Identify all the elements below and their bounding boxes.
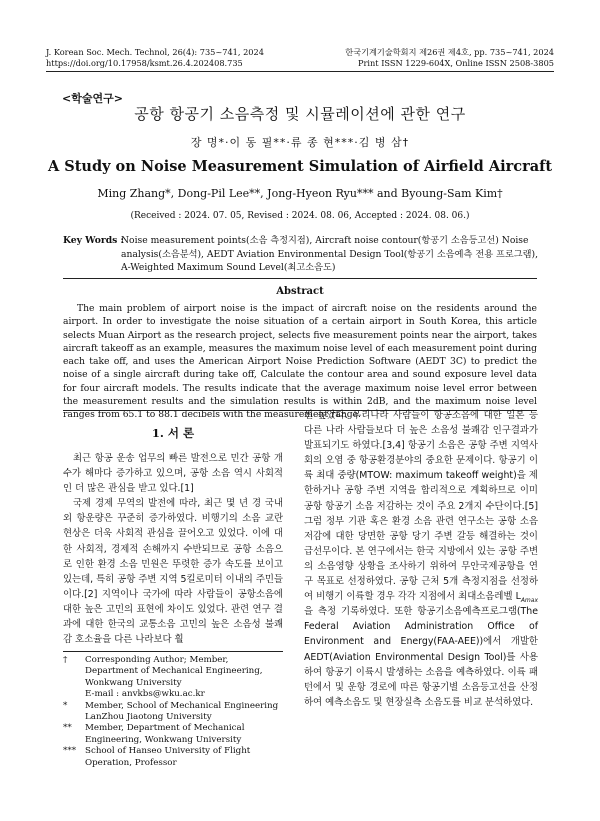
header-divider (46, 71, 554, 72)
footnote-item (63, 689, 283, 700)
footnote-mark (63, 689, 85, 700)
right-column (304, 408, 538, 710)
issn-line: Print ISSN 1229-604X, Online ISSN 2508-3805 (357, 58, 554, 68)
keywords-label: Key Words : (63, 235, 124, 246)
footnote-item (63, 723, 283, 746)
footnote-text: Member, School of Mechanical Engineering LanZhou Jiaotong University (85, 700, 279, 723)
footnote-item (63, 746, 283, 769)
footnote-divider (63, 651, 283, 652)
keywords-block (63, 234, 539, 275)
footnote-mark: *** (63, 746, 77, 757)
article-type-label: <학술연구> (62, 92, 123, 105)
abstract-text: The main problem of airport noise is the impact of aircraft noise on the residents around the airport. In order to investigate the noise situation of a certain airport in South Korea, this article selects Muan Airport as the research project, selects five measurement points near the airport, takes aircraft takeoff as an example, measures the maximum noise level of each measurement point during each take off, and uses the American Airport Noise Prediction Software (AEDT 3C) to predict the noise of a single aircraft during take off, Calculate the contour area and sound exposure level data for four aircraft models. The results indicate that the average maximum noise level error between the measurement results and the simulation results is within 2dB, and the maximum noise level ranges from 65.1 to 88.1 decibels with the measurement range. (63, 303, 537, 421)
intro-paragraph-1: 최근 항공 운송 업무의 빠른 발전으로 민간 공항 개수가 해마다 증가하고 있으며, 공항 소음 역시 사회적인 더 많은 관심을 받고 있다.[1] (63, 453, 283, 495)
english-title: A Study on Noise Measurement Simulation of Airfield Aircraft (47, 158, 553, 175)
section-heading: 1. 서 론 (151, 426, 195, 440)
journal-issn (254, 47, 554, 69)
intro-paragraph-2: 국제 경제 무역의 발전에 따라, 최근 몇 년 경 국내외 항운량은 꾸준히 증가하였다. 비행기의 소음 교란 현상은 더욱 사회적 관심을 끌어오고 있었다. 이에 대한 사회적, 경제적 손해까지 수반되므로 공항 소음으로 인한 환경 소음 민원은 뚜렷한 증가 속도를 보이고 있는데, 특히 공항 주변 지역 5킬로미터 이내의 주민들이다.[2] 지역이나 국가에 따라 사람들이 공항소음에 대한 높은 고민의 표현에 차이도 있었다. 관련 연구 결과에 대한 한국의 교통소음 고민의 높은 소음성 불쾌감 호소율을 다른 나라보다 훨 (63, 498, 283, 646)
korean-title: 공항 항공기 소음측정 및 시뮬레이션에 관한 연구 (134, 105, 466, 123)
abstract-title: Abstract (276, 286, 324, 297)
footnote-text: Member, Department of Mechanical Engineering, Wonkwang University (85, 723, 245, 745)
intro-paragraph-3-text: 씬 높았다. 우리나라 사람들이 항공소음에 대한 일본 등 다른 나라 사람들보다 더 높은 소음성 불쾌감 인구결과가 발표되기도 하였다.[3,4] 항공기 소음은 공항 주변 지역사회의 오염 중 항공환경분야의 중요한 문제이다. 항공기 이륙 최대 중량(MTOW: maximum takeoff weight)을 제한하거나 공항 주변 지역을 합리적으로 계획하므로 이미 공항 항공기 소음 저감하는 것이 주요 2개지 수단이다.[5] 그럼 정부 기관 혹은 환경 소음 관련 연구소는 공항 소음 저감에 대한 당면한 공항 당기 주변 갈등 해결하는 것이 급선무이다. 본 연구에서는 한국 지방에서 있는 공항 주변의 소음영향 상황을 조사하기 위하여 무안국제공항을 연구 목표로 선정하였다. 공항 근처 5개 측정지점을 선정하여 비행기 이륙할 경우 각각 지점에서 최대소음레벨 L (304, 410, 538, 603)
footnote-mark: † (63, 655, 68, 665)
footnote-email[interactable]: E-mail : anvkbs@wku.ac.kr (85, 689, 205, 700)
left-column (63, 451, 283, 647)
footnotes (63, 655, 283, 769)
footnote-item (63, 655, 283, 689)
ko-journal-line: 한국기계기술학회지 제26권 제4호, pp. 735~741, 2024 (345, 47, 554, 57)
english-authors: Ming Zhang*, Dong-Pil Lee**, Jong-Hyeon Ryu*** and Byoung-Sam Kim† (97, 187, 503, 200)
doi-link[interactable]: https://doi.org/10.17958/ksmt.26.4.202408.735 (46, 58, 243, 68)
footnote-item (63, 701, 283, 724)
footnote-mark: ** (63, 723, 72, 734)
keywords-text: Noise measurement points(소음 측정지점), Aircraft noise contour(항공기 소음등고선) Noise analysis(소음분석), AEDT Aviation Environmental Design Tool(항공기 소음예측 전용 프로그램), A-Weighted Maximum Sound Level(최고소음도) (121, 235, 539, 273)
korean-authors: 장 명*·이 동 필**·류 종 현***·김 병 삼† (190, 136, 410, 149)
footnote-text: School of Hanseo University of Flight Operation, Professor (85, 746, 251, 768)
keywords-divider (63, 278, 537, 279)
received-dates: (Received : 2024. 07. 05, Revised : 2024. 08. 06, Accepted : 2024. 08. 06.) (130, 211, 470, 221)
footnote-text: Corresponding Author; Member, Department of Mechanical Engineering, Wonkwang University (85, 655, 263, 688)
footnote-mark: * (63, 700, 68, 711)
lamax-subscript: Amax (520, 597, 538, 604)
intro-paragraph-3 (304, 408, 538, 710)
journal-line: J. Korean Soc. Mech. Technol, 26(4): 735~741, 2024 (46, 47, 264, 57)
intro-paragraph-3-tail: 을 측정 기록하였다. 또한 항공기소음예측프로그램(The Federal Aviation Administration Office of Environment and Energy(FAA-AEE))에서 개발한 AEDT(Aviation Environmental Design Tool)를 사용하여 항공기 이륙시 발생하는 소음을 예측하였다. 이륙 패턴에서 및 운항 경로에 따른 항공기별 소음등고선을 산정하여 예측소음도 및 현장실측 소음도를 비교 분석하였다. (304, 606, 538, 708)
